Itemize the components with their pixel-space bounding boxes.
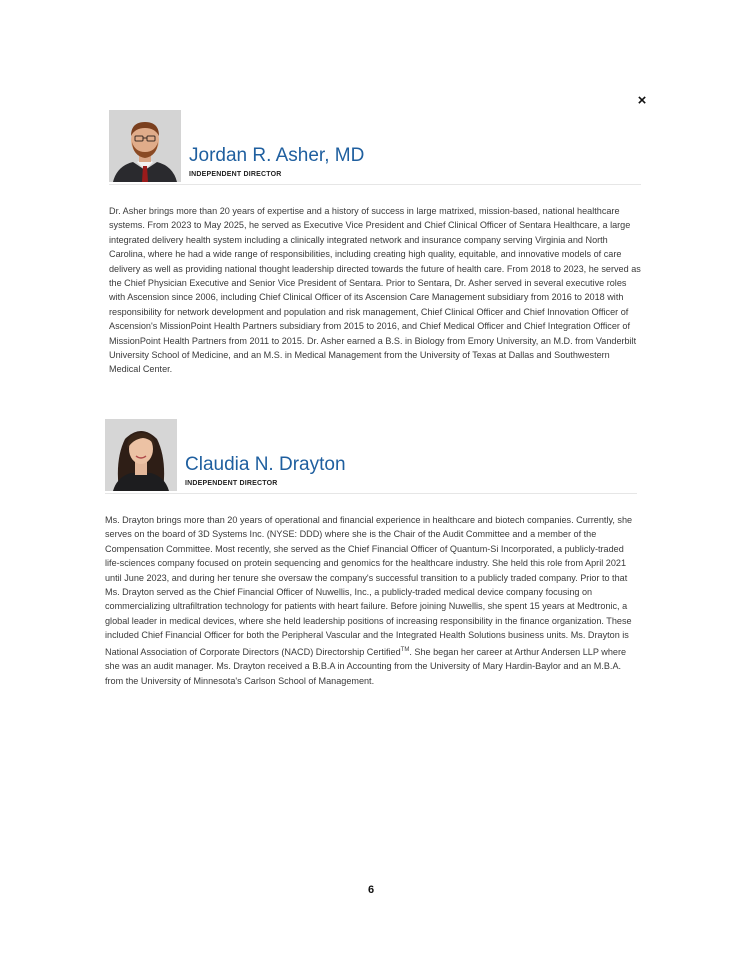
- director-bio-text: [105, 513, 637, 688]
- director-header: [109, 110, 641, 185]
- director-photo-asher: [109, 110, 181, 182]
- director-bio-drayton: [105, 419, 637, 688]
- director-name: Claudia N. Drayton: [185, 454, 346, 475]
- director-bio-asher: [109, 110, 641, 377]
- director-photo-drayton: [105, 419, 177, 491]
- bio-paragraph: Dr. Asher brings more than 20 years of expertise and a history of success in large matrixed, mission-based, national healthcare systems. From 2023 to May 2025, he served as Executive Vice President and Chief Clinical Officer of Sentara Healthcare, a large integrated delivery health system including a clinically integrated network and insurance company serving Virginia and North Carolina, where he had a wide range of responsibilities, including creating high quality, equitable, and innovative models of care delivery as well as providing national thought leadership directed towards the future of health care. From 2018 to 2023, he served as the Chief Physician Executive and Senior Vice President of Sentara. Prior to Sentara, Dr. Asher served in several executive roles with Ascension since 2006, including Chief Clinical Officer of its Ascension Care Management subsidiary from 2016 to 2018 with responsibility for network development and population and risk management, Chief Clinical Officer and Chief Innovation Officer of Ascension's MissionPoint Health Partners subsidiary from 2015 to 2016, and Chief Medical Officer and Chief Integration Officer of MissionPoint Health Partners from 2011 to 2015. Dr. Asher earned a B.S. in Biology from Emory University, an M.D. from Vanderbilt University School of Medicine, and an M.S. in Medical Management from the University of Texas at Dallas and Southwestern Medical Center.: [109, 206, 641, 375]
- bio-paragraph: [105, 513, 637, 688]
- director-header: [105, 419, 637, 494]
- director-role: INDEPENDENT DIRECTOR: [185, 480, 278, 487]
- bio-text-part: . She began her career at Arthur Andersen LLP where she was an audit manager. Ms. Drayton received a B.B.A in Accounting from the University of Mary Hardin-Baylor and an M.B.A. from the University of Minnesota's Carlson School of Management.: [105, 646, 627, 686]
- director-name: Jordan R. Asher, MD: [189, 145, 365, 166]
- director-bio-text: [109, 204, 641, 377]
- trademark-mark: TM: [400, 646, 410, 653]
- director-role: INDEPENDENT DIRECTOR: [189, 171, 282, 178]
- close-icon[interactable]: ×: [637, 92, 647, 109]
- page-number: 6: [367, 884, 375, 896]
- bio-text-part: Ms. Drayton brings more than 20 years of operational and financial experience in healthcare and biotech companies. Currently, she serves on the board of 3D Systems Inc. (NYSE: DDD) where she is the Chair of the Audit Committee and a member of the Compensation Committee. Most recently, she served as the Chief Financial Officer of Quantum-Si Incorporated, a publicly-traded life-sciences company focused on protein sequencing and genomics for the healthcare industry. She held this role from April 2021 until June 2023, and during her tenure she oversaw the company's successful transition to a publicly traded company. Prior to that Ms. Drayton served as the Chief Financial Officer of Nuwellis, Inc., a publicly-traded medical device company focusing on commercializing ultrafiltration technology for patients with heart failure. Before joining Nuwellis, she spent 15 years at Medtronic, a global leader in medical devices, where she held leadership positions of increasing responsibility in the finance organization. These included Chief Financial Officer for both the Peripheral Vascular and the Integrated Health Solutions business units. Ms. Drayton is National Association of Corporate Directors (NACD) Directorship Certified: [105, 515, 633, 657]
